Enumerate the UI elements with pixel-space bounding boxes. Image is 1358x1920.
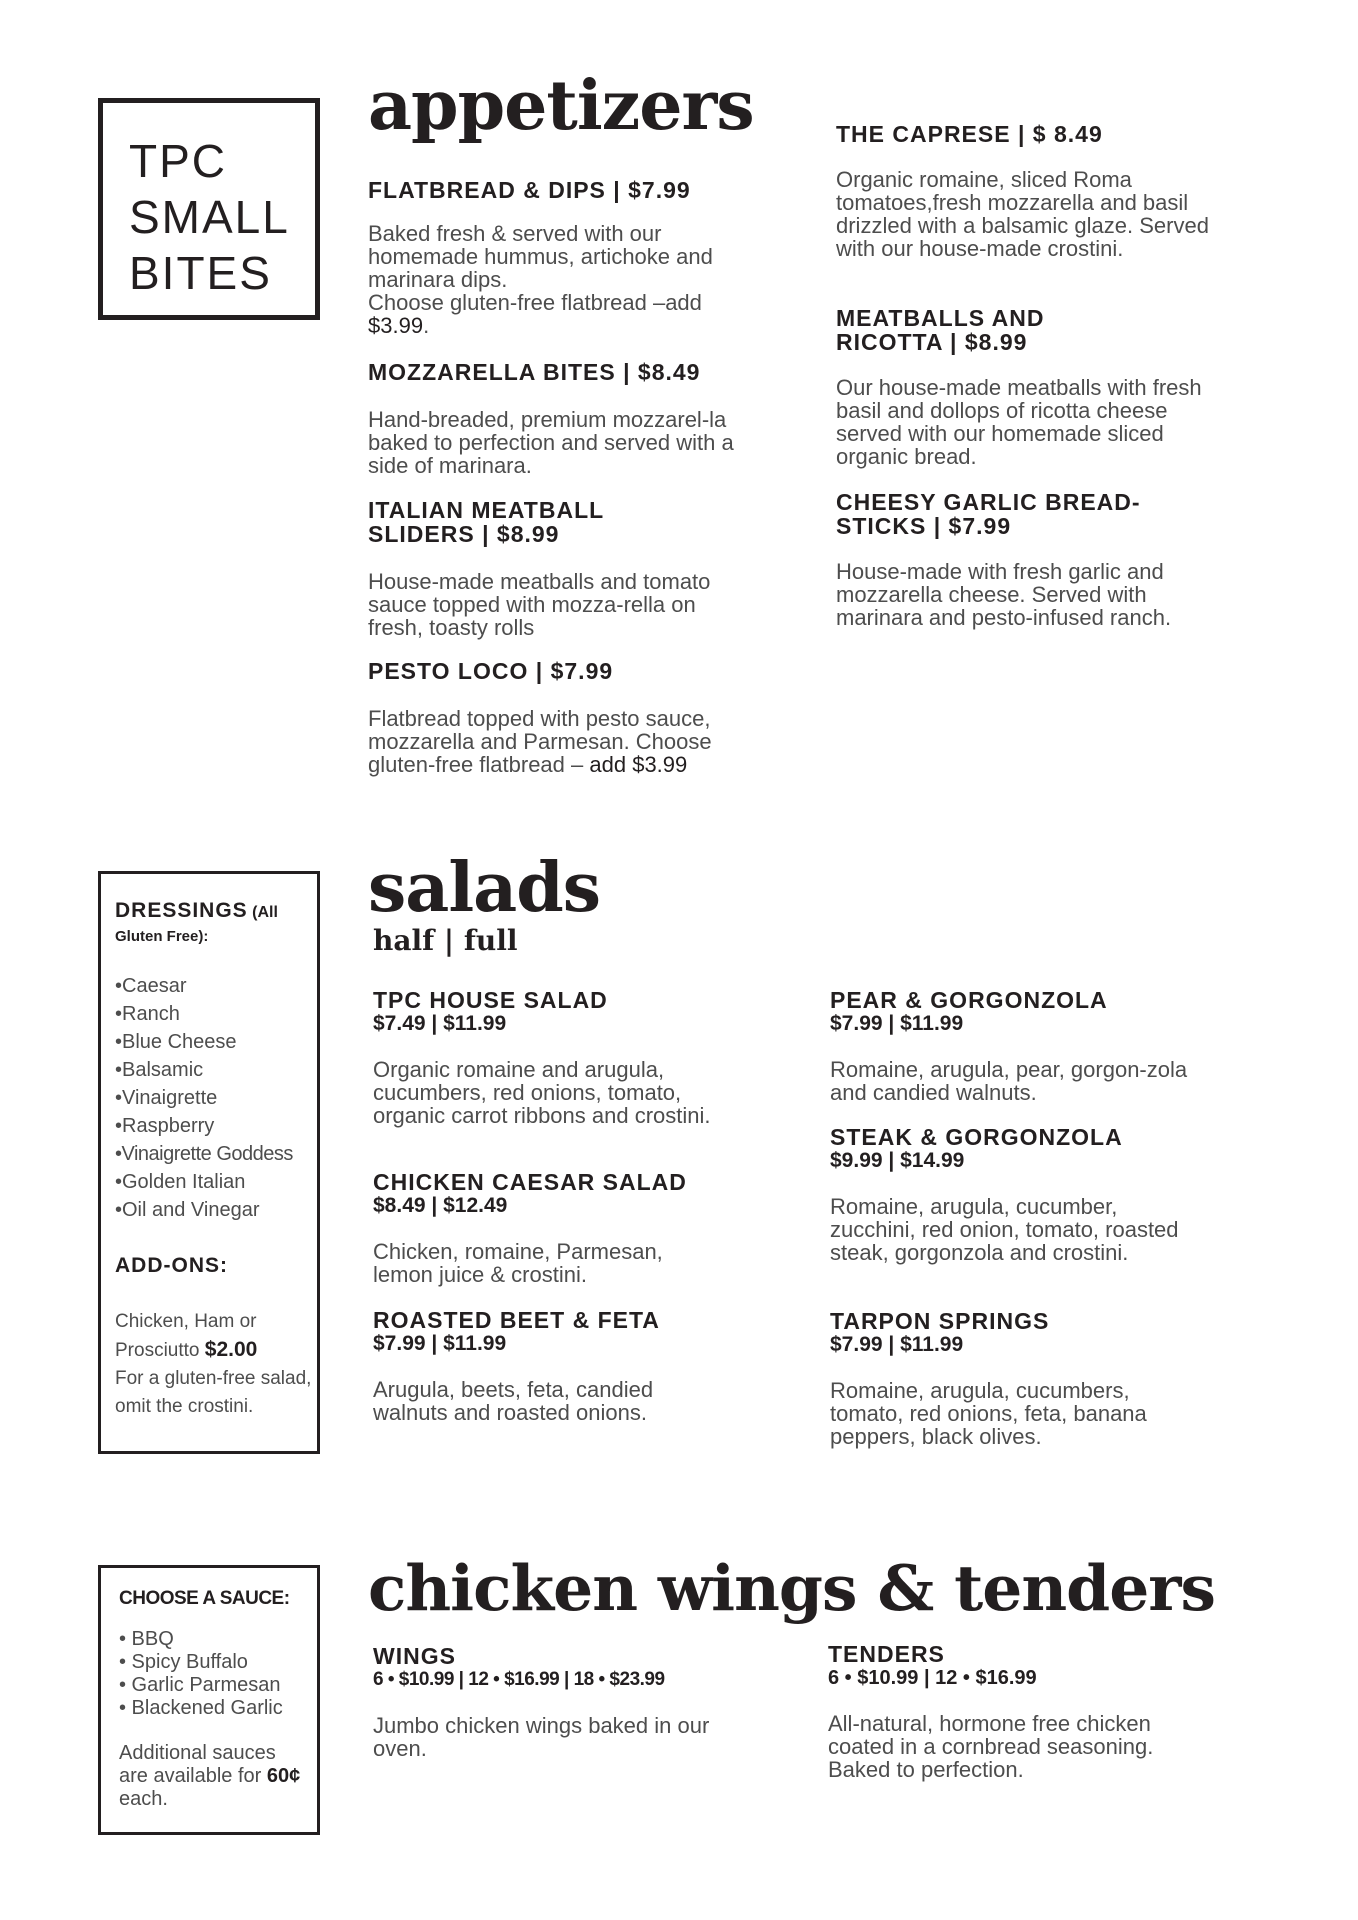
item-price: $7.49 | $11.99: [373, 1012, 507, 1035]
item-price: $7.99 | $11.99: [373, 1332, 507, 1355]
item-price: $9.99 | $14.99: [830, 1149, 965, 1172]
appetizer-item: [836, 122, 1216, 260]
list-item: •Raspberry: [115, 1115, 215, 1137]
item-title: TPC HOUSE SALAD: [373, 987, 608, 1013]
item-desc: Flatbread topped with pesto sauce, mozzarella and Parmesan. Choose gluten-free flatbread – add $3.99: [368, 706, 712, 777]
salad-item: [830, 1125, 1210, 1264]
item-desc: Romaine, arugula, cucumber, zucchini, red onion, tomato, roasted steak, gorgonzola and crostini.: [830, 1194, 1179, 1265]
item-desc: Jumbo chicken wings baked in our oven.: [373, 1713, 710, 1761]
item-title: STEAK & GORGONZOLA: [830, 1124, 1123, 1150]
item-desc: Chicken, romaine, Parmesan, lemon juice & crostini.: [373, 1239, 663, 1287]
salad-item: [373, 988, 753, 1127]
item-title: ITALIAN MEATBALL SLIDERS | $8.99: [368, 497, 604, 547]
logo-line: SMALL: [129, 191, 290, 243]
logo-text: [129, 133, 290, 301]
salad-item: [373, 1308, 753, 1424]
item-title: CHICKEN CAESAR SALAD: [373, 1169, 687, 1195]
item-desc: House-made meatballs and tomato sauce topped with mozza-rella on fresh, toasty rolls: [368, 569, 711, 640]
sauce-box: [98, 1565, 320, 1835]
item-desc: Organic romaine and arugula, cucumbers, red onions, tomato, organic carrot ribbons and crostini.: [373, 1057, 711, 1128]
list-item: •Oil and Vinegar: [115, 1199, 260, 1221]
list-item: • Spicy Buffalo: [119, 1651, 248, 1673]
item-price: 6 • $10.99 | 12 • $16.99 | 18 • $23.99: [373, 1669, 665, 1690]
item-desc: All-natural, hormone free chicken coated in a cornbread seasoning. Baked to perfection.: [828, 1711, 1154, 1782]
sauce-note: Additional sauces are available for 60¢ each.: [119, 1742, 301, 1810]
item-price: $7.99 | $11.99: [830, 1333, 964, 1356]
dressings-box: [98, 871, 320, 1454]
logo-line: BITES: [129, 247, 272, 299]
addons-text: Chicken, Ham or Prosciutto $2.00 For a gluten-free salad, omit the crostini.: [115, 1311, 312, 1417]
item-price: 6 • $10.99 | 12 • $16.99: [828, 1667, 1037, 1689]
appetizer-item: [836, 489, 1172, 630]
logo-line: TPC: [129, 135, 227, 187]
item-desc: Organic romaine, sliced Roma tomatoes,fresh mozzarella and basil drizzled with a balsamic glaze. Served with our house-made crostini.: [836, 167, 1209, 261]
item-title: TENDERS: [828, 1641, 945, 1667]
list-item: • Garlic Parmesan: [119, 1674, 281, 1696]
logo-box: [98, 98, 320, 320]
item-title: TARPON SPRINGS: [830, 1308, 1050, 1334]
tenders-item: [828, 1642, 1208, 1781]
salad-item: [830, 1309, 1210, 1448]
list-item: • BBQ: [119, 1628, 174, 1650]
item-desc-gf: Choose gluten-free flatbread –add $3.99.: [368, 290, 702, 338]
item-desc: Romaine, arugula, pear, gorgon-zola and candied walnuts.: [830, 1057, 1188, 1105]
item-title: WINGS: [373, 1643, 456, 1669]
item-title: MOZZARELLA BITES | $8.49: [368, 359, 701, 385]
list-item: •Golden Italian: [115, 1171, 246, 1193]
item-title: FLATBREAD & DIPS | $7.99: [368, 177, 691, 203]
item-price: $7.99 | $11.99: [830, 1012, 964, 1035]
item-desc: Arugula, beets, feta, candied walnuts and roasted onions.: [373, 1377, 654, 1425]
item-title: THE CAPRESE | $ 8.49: [836, 121, 1103, 147]
item-title: ROASTED BEET & FETA: [373, 1307, 660, 1333]
item-desc: Romaine, arugula, cucumbers, tomato, red onions, feta, banana peppers, black olives.: [830, 1378, 1147, 1449]
item-desc: Our house-made meatballs with fresh basil and dollops of ricotta cheese served with our homemade sliced organic bread.: [836, 375, 1202, 469]
addons-title: ADD-ONS:: [115, 1254, 228, 1277]
wings-heading: chicken wings & tenders: [368, 1551, 1215, 1625]
list-item: •Caesar: [115, 975, 187, 997]
appetizer-item: [368, 178, 748, 337]
dressings-list: [115, 972, 315, 1224]
item-desc: House-made with fresh garlic and mozzarella cheese. Served with marinara and pesto-infused ranch.: [836, 559, 1172, 630]
appetizer-item: [368, 360, 748, 477]
wings-item: [373, 1644, 793, 1760]
list-item: •Vinaigrette Goddess: [115, 1143, 293, 1165]
list-item: •Ranch: [115, 1003, 180, 1025]
appetizer-item: [368, 497, 711, 640]
salad-item: [373, 1170, 753, 1286]
item-title: PEAR & GORGONZOLA: [830, 987, 1108, 1013]
item-title: PESTO LOCO | $7.99: [368, 658, 614, 684]
list-item: •Vinaigrette: [115, 1087, 218, 1109]
dressings-title: DRESSINGS (All: [115, 899, 278, 922]
appetizers-heading: appetizers: [368, 66, 754, 146]
item-title: MEATBALLS AND RICOTTA | $8.99: [836, 305, 1045, 355]
salad-item: [830, 988, 1210, 1104]
list-item: • Blackened Garlic: [119, 1697, 283, 1719]
sauce-list: [119, 1628, 309, 1720]
sauce-title: CHOOSE A SAUCE:: [119, 1588, 290, 1609]
item-desc: Hand-breaded, premium mozzarel-la baked to perfection and served with a side of marinara.: [368, 407, 734, 478]
salads-heading: salads: [368, 848, 601, 928]
item-title: CHEESY GARLIC BREAD-STICKS | $7.99: [836, 489, 1141, 539]
list-item: •Blue Cheese: [115, 1031, 237, 1053]
dressings-subtitle: Gluten Free):: [115, 928, 209, 945]
appetizer-item: [368, 659, 738, 776]
appetizer-item: [836, 305, 1202, 469]
item-desc: Baked fresh & served with our homemade hummus, artichoke and marinara dips.: [368, 221, 713, 292]
item-price: $8.49 | $12.49: [373, 1194, 508, 1217]
salads-subheading: half | full: [373, 924, 518, 957]
list-item: •Balsamic: [115, 1059, 204, 1081]
